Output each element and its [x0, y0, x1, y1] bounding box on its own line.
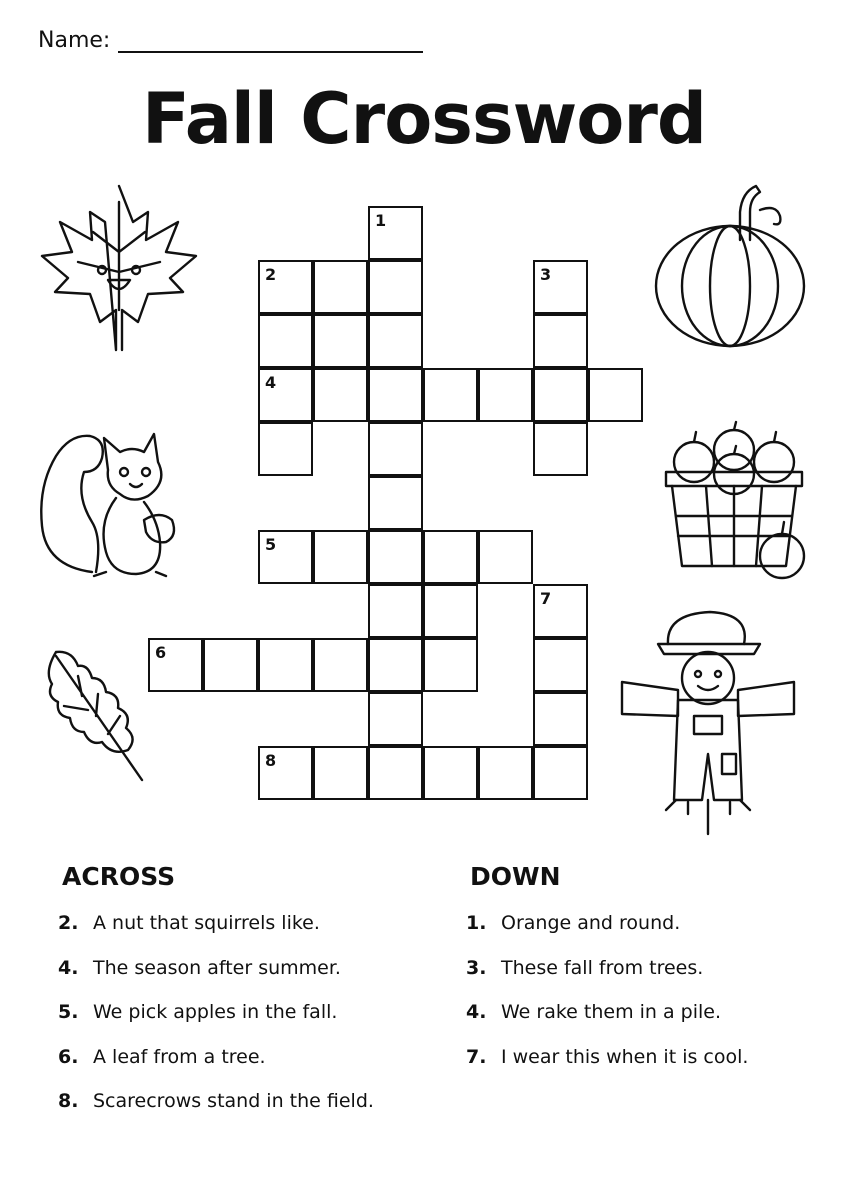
grid-cell[interactable]: [368, 260, 423, 314]
clue-text: Scarecrows stand in the field.: [93, 1090, 374, 1112]
grid-cell[interactable]: [148, 638, 203, 692]
clue-down-4: [466, 1001, 748, 1046]
oak-leaf-icon: [42, 646, 152, 788]
clue-number: 3.: [466, 956, 487, 979]
down-clue-list: [466, 912, 748, 1090]
grid-cell[interactable]: [533, 692, 588, 746]
grid-cell[interactable]: [203, 638, 258, 692]
grid-cell[interactable]: [423, 746, 478, 800]
grid-cell[interactable]: [368, 314, 423, 368]
clue-text: These fall from trees.: [501, 956, 704, 979]
clue-across-2: [58, 912, 374, 957]
grid-cell[interactable]: [423, 530, 478, 584]
grid-cell[interactable]: [368, 422, 423, 476]
clue-number-label: 4: [265, 373, 277, 392]
grid-cell[interactable]: [533, 260, 588, 314]
clue-number-label: 8: [265, 751, 277, 770]
across-clue-list: [58, 912, 374, 1135]
grid-cell[interactable]: [368, 476, 423, 530]
pumpkin-icon: [650, 182, 812, 350]
squirrel-icon: [36, 426, 186, 582]
grid-cell[interactable]: [368, 746, 423, 800]
grid-cell[interactable]: [368, 692, 423, 746]
grid-cell[interactable]: [478, 368, 533, 422]
grid-cell[interactable]: [313, 638, 368, 692]
grid-cell[interactable]: [533, 368, 588, 422]
grid-cell[interactable]: [313, 260, 368, 314]
grid-cell[interactable]: [533, 638, 588, 692]
clue-number-label: 3: [540, 265, 552, 284]
clue-number-label: 5: [265, 535, 277, 554]
clue-text: A leaf from a tree.: [93, 1045, 266, 1068]
grid-cell[interactable]: [423, 638, 478, 692]
grid-cell[interactable]: [313, 746, 368, 800]
grid-cell[interactable]: [368, 530, 423, 584]
grid-cell[interactable]: [478, 530, 533, 584]
grid-cell[interactable]: [368, 638, 423, 692]
clue-number-label: 1: [375, 211, 387, 230]
clue-across-8: [58, 1090, 374, 1135]
grid-cell[interactable]: [478, 746, 533, 800]
clue-text: Orange and round.: [501, 912, 681, 934]
clue-across-4: [58, 957, 374, 1002]
clue-number: 2.: [58, 912, 79, 934]
clue-number: 7.: [466, 1045, 487, 1068]
grid-cell[interactable]: [258, 422, 313, 476]
name-line[interactable]: [118, 29, 423, 53]
clue-across-6: [58, 1046, 374, 1091]
clue-number: 5.: [58, 1001, 79, 1023]
grid-cell[interactable]: [533, 422, 588, 476]
clue-text: We rake them in a pile.: [501, 1001, 722, 1023]
clue-across-5: [58, 1001, 374, 1046]
maple-leaf-icon: [38, 182, 200, 354]
grid-cell[interactable]: [313, 530, 368, 584]
grid-cell[interactable]: [368, 206, 423, 260]
grid-cell[interactable]: [258, 314, 313, 368]
clue-number: 4.: [58, 956, 79, 979]
clue-number: 8.: [58, 1090, 79, 1112]
clue-text: The season after summer.: [93, 956, 341, 979]
grid-cell[interactable]: [588, 368, 643, 422]
clue-number: 6.: [58, 1045, 79, 1068]
grid-cell[interactable]: [258, 368, 313, 422]
scarecrow-icon: [618, 604, 808, 838]
grid-cell[interactable]: [533, 746, 588, 800]
clue-number-label: 7: [540, 589, 552, 608]
clue-number-label: 6: [155, 643, 167, 662]
clue-text: We pick apples in the fall.: [93, 1001, 338, 1023]
grid-cell[interactable]: [313, 314, 368, 368]
grid-cell[interactable]: [258, 530, 313, 584]
clue-number: 1.: [466, 912, 487, 934]
grid-cell[interactable]: [423, 584, 478, 638]
clue-down-3: [466, 957, 748, 1002]
grid-cell[interactable]: [368, 584, 423, 638]
grid-cell[interactable]: [533, 314, 588, 368]
name-label: Name:: [38, 28, 111, 53]
clue-down-1: [466, 912, 748, 957]
grid-cell[interactable]: [313, 368, 368, 422]
clue-text: I wear this when it is cool.: [501, 1045, 749, 1068]
down-heading: DOWN: [470, 862, 561, 891]
grid-cell[interactable]: [258, 260, 313, 314]
clue-number: 4.: [466, 1001, 487, 1023]
grid-cell[interactable]: [533, 584, 588, 638]
name-field[interactable]: [38, 28, 423, 53]
clue-text: A nut that squirrels like.: [93, 912, 320, 934]
grid-cell[interactable]: [368, 368, 423, 422]
grid-cell[interactable]: [423, 368, 478, 422]
page-title: Fall Crossword: [141, 78, 706, 160]
apple-basket-icon: [660, 420, 812, 582]
across-heading: ACROSS: [62, 862, 176, 891]
clue-down-7: [466, 1046, 748, 1091]
grid-cell[interactable]: [258, 746, 313, 800]
grid-cell[interactable]: [258, 638, 313, 692]
clue-number-label: 2: [265, 265, 277, 284]
